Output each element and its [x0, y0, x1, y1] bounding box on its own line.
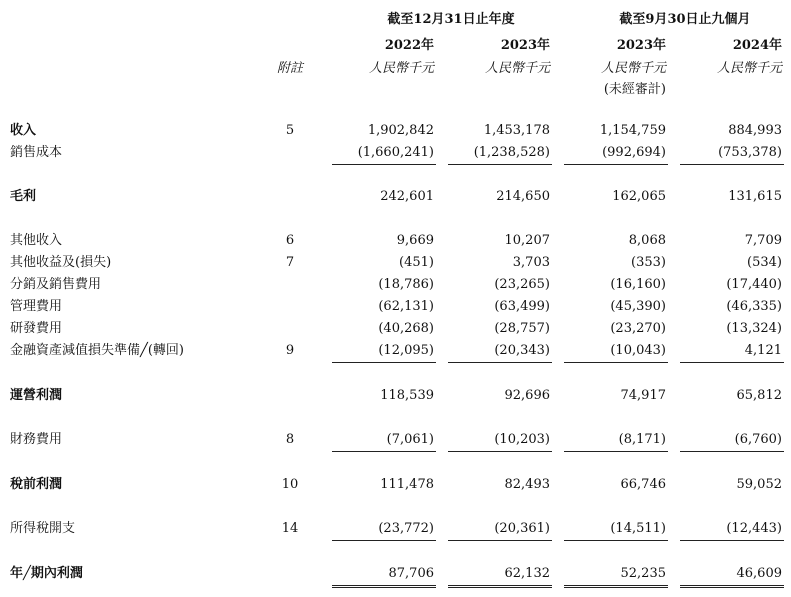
subtotal-rule	[332, 362, 436, 363]
subtotal-rule	[448, 540, 552, 541]
row-note: 7	[285, 255, 295, 270]
row-note: 5	[285, 123, 295, 138]
cell-fy2022: (1,660,241)	[357, 145, 434, 160]
row-label: 管理費用	[10, 299, 63, 314]
cell-9m2023: (23,270)	[610, 321, 666, 336]
row-label: 稅前利潤	[10, 477, 63, 492]
row-note: 14	[281, 521, 299, 536]
cell-9m2024: 59,052	[736, 477, 782, 492]
cell-9m2023: (10,043)	[610, 343, 666, 358]
row-note: 9	[285, 343, 295, 358]
cell-9m2023: 52,235	[620, 566, 666, 581]
cell-fy2022: 111,478	[380, 477, 434, 492]
row-rnd-expenses	[0, 319, 791, 339]
row-label: 運營利潤	[10, 388, 63, 403]
row-label: 所得稅開支	[10, 521, 76, 536]
total-double-rule	[332, 585, 436, 588]
cell-fy2022: 118,539	[380, 388, 434, 403]
cell-9m2023: 74,917	[620, 388, 666, 403]
currency-header-2: 人民幣千元	[484, 61, 550, 76]
row-cost-of-sales	[0, 143, 791, 163]
subtotal-rule	[680, 362, 784, 363]
row-label: 其他收益及(損失)	[10, 255, 112, 270]
cell-fy2022: 242,601	[380, 189, 434, 204]
cell-fy2022: (18,786)	[378, 277, 434, 292]
row-note: 6	[285, 233, 295, 248]
row-admin-expenses	[0, 297, 791, 317]
unaudited-label: (未經審計)	[603, 82, 666, 97]
cell-fy2022: 9,669	[396, 233, 434, 248]
subtotal-rule	[680, 451, 784, 452]
currency-header-1: 人民幣千元	[368, 61, 434, 76]
row-gross-profit	[0, 187, 791, 207]
group-header-nine-months: 截至9月30日止九個月	[619, 12, 751, 27]
subtotal-rule	[564, 362, 668, 363]
subtotal-rule	[332, 164, 436, 165]
year-header-2: 2023年	[500, 38, 550, 53]
cell-fy2023: (23,265)	[494, 277, 550, 292]
cell-9m2024: (6,760)	[734, 432, 782, 447]
cell-9m2023: (8,171)	[618, 432, 666, 447]
cell-9m2024: (13,324)	[726, 321, 782, 336]
row-other-income	[0, 231, 791, 251]
cell-fy2023: 214,650	[496, 189, 550, 204]
cell-9m2024: 7,709	[744, 233, 782, 248]
year-header-4: 2024年	[732, 38, 782, 53]
subtotal-rule	[332, 451, 436, 452]
cell-fy2022: (451)	[399, 255, 434, 270]
cell-9m2024: 65,812	[736, 388, 782, 403]
subtotal-rule	[448, 451, 552, 452]
cell-9m2024: 46,609	[736, 566, 782, 581]
cell-fy2023: 10,207	[504, 233, 550, 248]
row-other-gains-losses	[0, 253, 791, 273]
row-profit-before-tax	[0, 475, 791, 495]
row-finance-costs	[0, 430, 791, 450]
cell-fy2022: (23,772)	[378, 521, 434, 536]
row-label: 研發費用	[10, 321, 63, 336]
row-revenue	[0, 121, 791, 141]
cell-9m2023: (992,694)	[602, 145, 666, 160]
cell-fy2022: (12,095)	[378, 343, 434, 358]
cell-9m2024: 4,121	[744, 343, 782, 358]
row-label: 毛利	[10, 189, 37, 204]
row-note: 10	[281, 477, 299, 492]
total-double-rule	[680, 585, 784, 588]
cell-fy2023: 1,453,178	[483, 123, 550, 138]
cell-9m2023: (353)	[631, 255, 666, 270]
row-label: 分銷及銷售費用	[10, 277, 102, 292]
cell-9m2024: (17,440)	[726, 277, 782, 292]
cell-fy2023: (20,361)	[494, 521, 550, 536]
cell-9m2024: (534)	[747, 255, 782, 270]
cell-9m2024: 131,615	[728, 189, 782, 204]
row-operating-profit	[0, 386, 791, 406]
cell-fy2023: (20,343)	[494, 343, 550, 358]
cell-fy2023: (10,203)	[494, 432, 550, 447]
currency-header-4: 人民幣千元	[716, 61, 782, 76]
cell-fy2023: (28,757)	[494, 321, 550, 336]
cell-9m2023: 8,068	[628, 233, 666, 248]
cell-fy2022: (7,061)	[386, 432, 434, 447]
cell-9m2024: (46,335)	[726, 299, 782, 314]
subtotal-rule	[448, 164, 552, 165]
year-header-1: 2022年	[384, 38, 434, 53]
cell-fy2023: (63,499)	[494, 299, 550, 314]
subtotal-rule	[332, 540, 436, 541]
subtotal-rule	[680, 540, 784, 541]
row-income-tax	[0, 519, 791, 539]
cell-9m2023: 1,154,759	[599, 123, 666, 138]
cell-fy2023: 92,696	[504, 388, 550, 403]
subtotal-rule	[564, 540, 668, 541]
subtotal-rule	[448, 362, 552, 363]
cell-9m2023: (45,390)	[610, 299, 666, 314]
row-label: 年╱期內利潤	[10, 566, 83, 581]
total-double-rule	[448, 585, 552, 588]
row-distribution-selling	[0, 275, 791, 295]
subtotal-rule	[564, 451, 668, 452]
row-label: 財務費用	[10, 432, 63, 447]
cell-fy2023: (1,238,528)	[473, 145, 550, 160]
cell-9m2024: (753,378)	[718, 145, 782, 160]
cell-fy2023: 3,703	[512, 255, 550, 270]
cell-9m2023: (16,160)	[610, 277, 666, 292]
subtotal-rule	[680, 164, 784, 165]
cell-9m2023: 66,746	[620, 477, 666, 492]
currency-header-3: 人民幣千元	[600, 61, 666, 76]
note-column-header: 附註	[276, 61, 303, 76]
cell-fy2022: (40,268)	[378, 321, 434, 336]
row-profit-for-period	[0, 564, 791, 584]
cell-fy2022: (62,131)	[378, 299, 434, 314]
row-note: 8	[285, 432, 295, 447]
total-double-rule	[564, 585, 668, 588]
row-label: 其他收入	[10, 233, 63, 248]
cell-fy2022: 87,706	[388, 566, 434, 581]
row-impairment	[0, 341, 791, 361]
year-header-3: 2023年	[616, 38, 666, 53]
cell-9m2024: (12,443)	[726, 521, 782, 536]
subtotal-rule	[564, 164, 668, 165]
row-label: 收入	[10, 123, 37, 138]
row-label: 銷售成本	[10, 145, 63, 160]
cell-fy2023: 62,132	[504, 566, 550, 581]
cell-9m2023: (14,511)	[610, 521, 666, 536]
group-header-annual: 截至12月31日止年度	[387, 12, 515, 27]
cell-fy2023: 82,493	[504, 477, 550, 492]
cell-fy2022: 1,902,842	[367, 123, 434, 138]
row-label: 金融資產減值損失準備╱(轉回)	[10, 343, 184, 358]
cell-9m2024: 884,993	[728, 123, 782, 138]
cell-9m2023: 162,065	[612, 189, 666, 204]
